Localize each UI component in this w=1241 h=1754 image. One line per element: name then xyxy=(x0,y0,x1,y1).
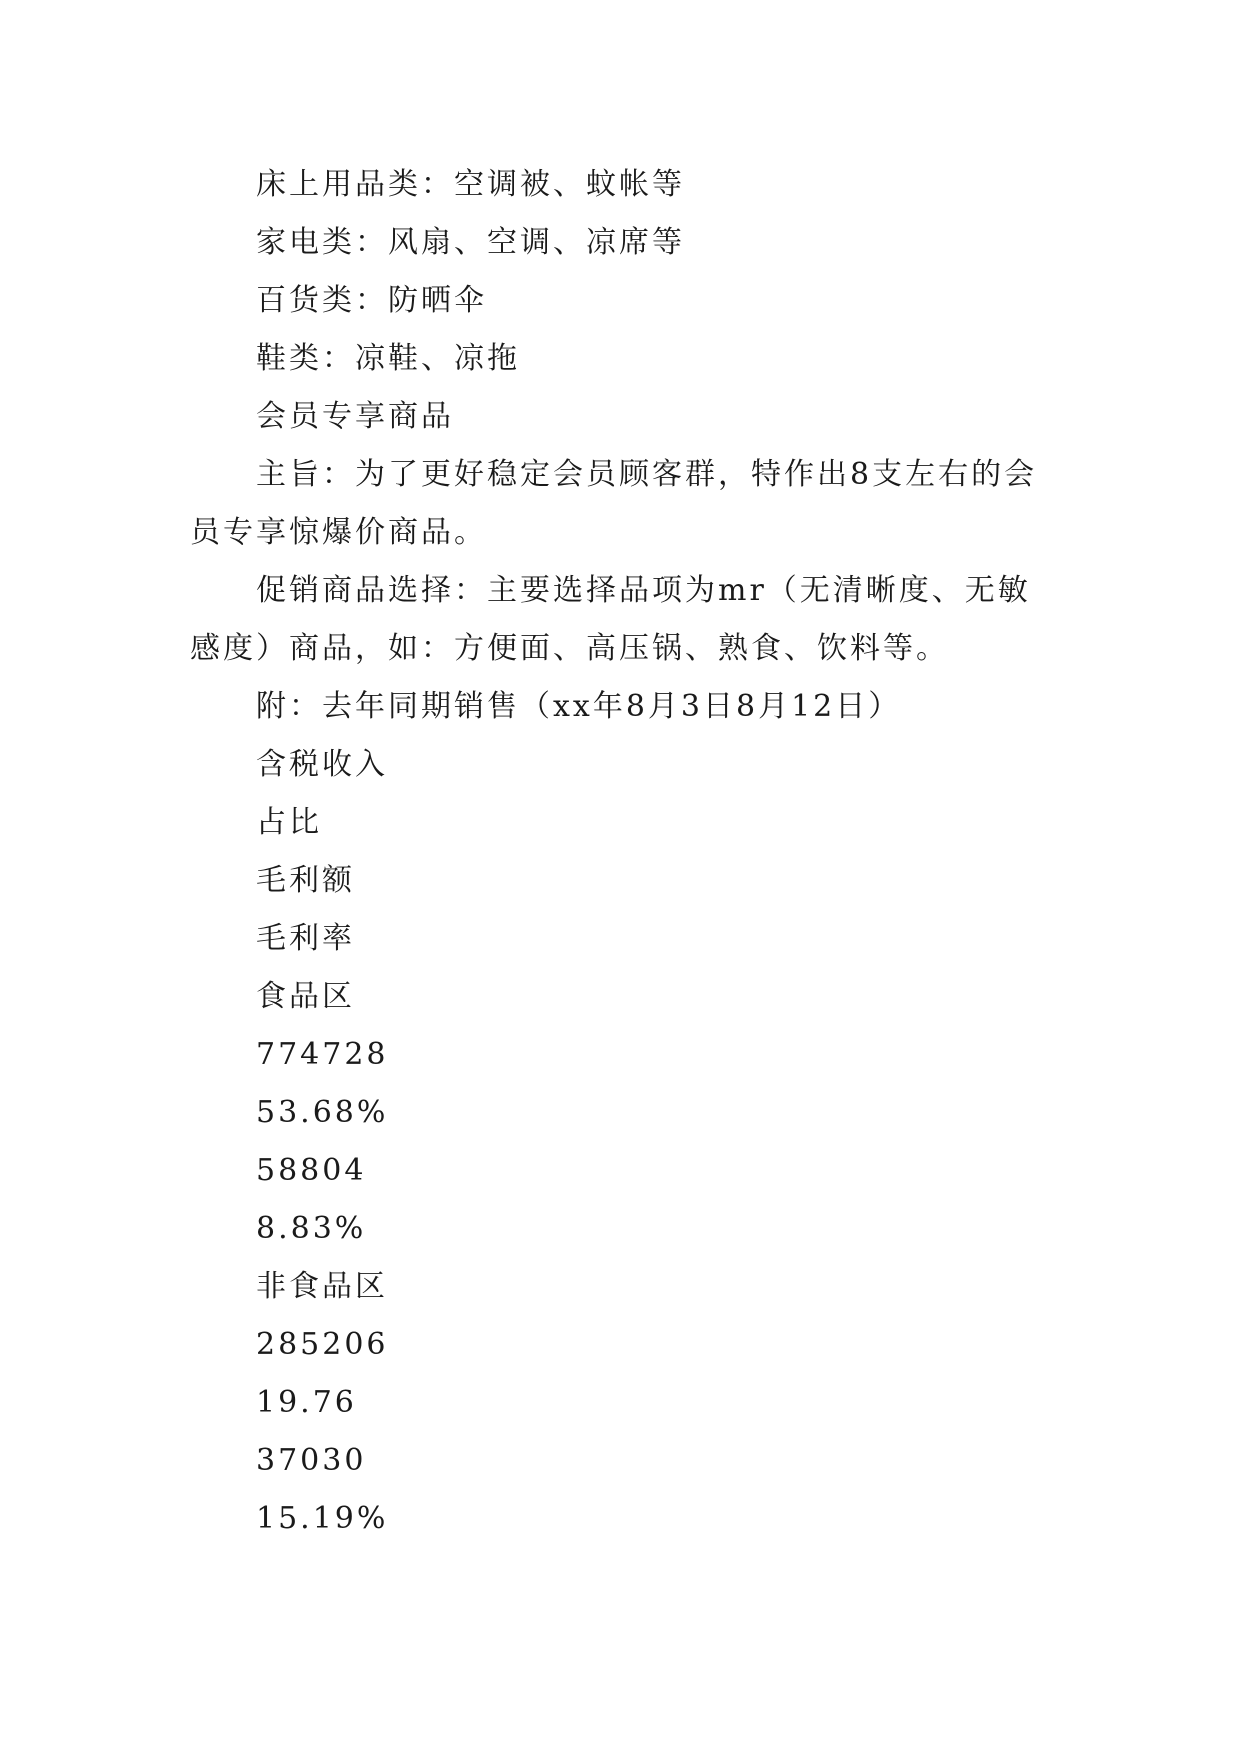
row-label-non-food: 非食品区 xyxy=(256,1269,388,1304)
paragraph-appendix-title: 附：去年同期销售（xx年8月3日8月12日） xyxy=(256,689,902,724)
food-revenue: 774728 xyxy=(256,1037,389,1072)
category-bedding: 床上用品类：空调被、蚊帐等 xyxy=(256,167,685,202)
row-label-food: 食品区 xyxy=(256,979,355,1014)
non-food-share: 19.76 xyxy=(256,1385,357,1420)
paragraph-product-selection: 促销商品选择：主要选择品项为mr（无清晰度、无敏感度）商品，如：方便面、高压锅、熟食、饮料等。 xyxy=(190,573,1031,666)
non-food-margin: 15.19% xyxy=(256,1501,389,1536)
category-general-goods: 百货类：防晒伞 xyxy=(256,283,487,318)
table-header-gross-profit: 毛利额 xyxy=(256,863,355,898)
food-gross-profit: 58804 xyxy=(256,1153,367,1188)
section-heading-member-products: 会员专享商品 xyxy=(256,399,454,434)
non-food-revenue: 285206 xyxy=(256,1327,389,1362)
category-shoes: 鞋类：凉鞋、凉拖 xyxy=(256,341,520,376)
non-food-gross-profit: 37030 xyxy=(256,1443,367,1478)
food-share: 53.68% xyxy=(256,1095,389,1130)
document-body xyxy=(190,156,1052,1548)
category-appliances: 家电类：风扇、空调、凉席等 xyxy=(256,225,685,260)
table-header-revenue: 含税收入 xyxy=(256,747,388,782)
table-header-margin: 毛利率 xyxy=(256,921,355,956)
table-header-share: 占比 xyxy=(256,805,322,840)
paragraph-purpose: 主旨：为了更好稳定会员顾客群，特作出8支左右的会员专享惊爆价商品。 xyxy=(190,457,1038,550)
food-margin: 8.83% xyxy=(256,1211,367,1246)
